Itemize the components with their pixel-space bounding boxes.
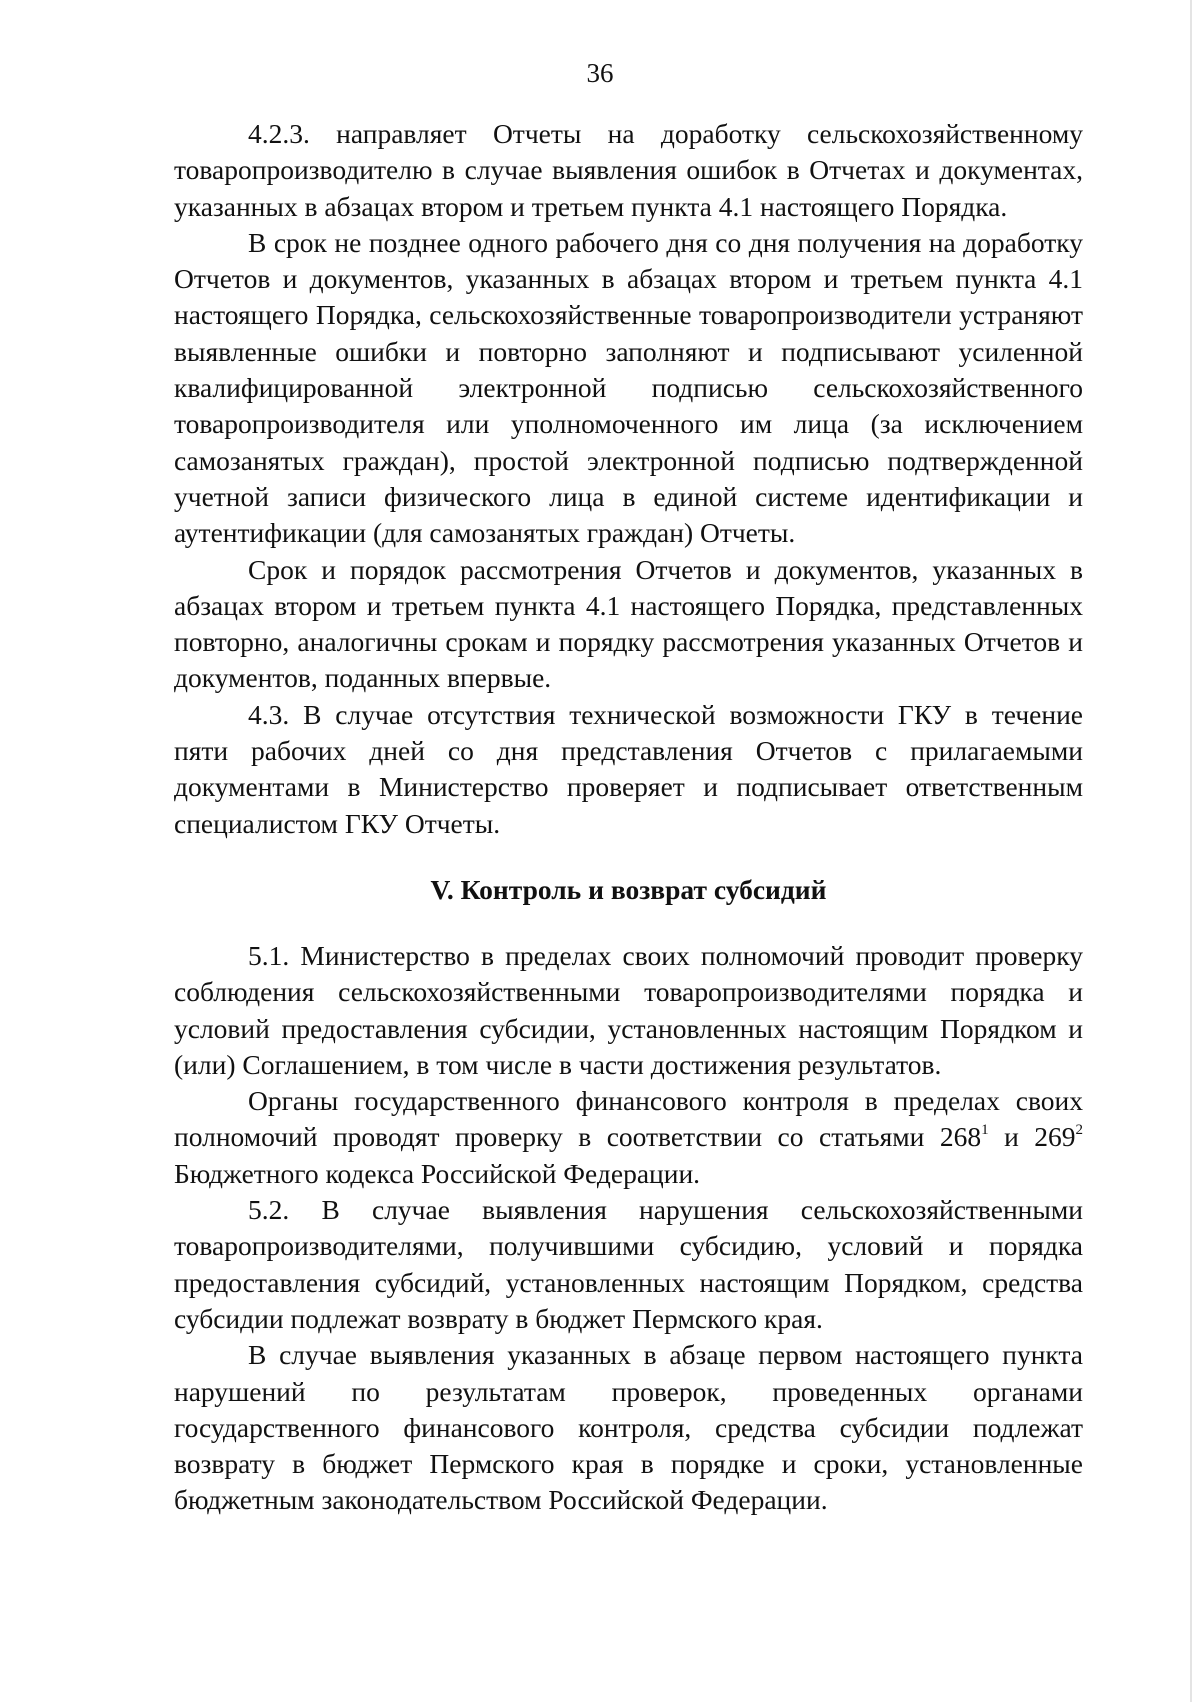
paragraph-resubmission-deadline: В срок не позднее одного рабочего дня со дня получения на доработку Отчетов и документов, указанных в абзацах втором и третьем пункта 4.1 настоящего Порядка, сельскохозяйственные товаропроизводители устраняют выявленные ошибки и повторно заполняют и подписывают усиленной квалифицированной электронной подписью сельскохозяйственного товаропроизводителя или уполномоченного им лица (за исключением самозанятых граждан), простой электронной подписью подтвержденной учетной записи физического лица в единой системе идентификации и аутентификации (для самозанятых граждан) Отчеты. <box>174 226 1083 549</box>
footnote-mark-269: 2 <box>1075 1122 1084 1139</box>
paragraph-5-1: 5.1. Министерство в пределах своих полномочий проводит проверку соблюдения сельскохозяйственными товаропроизводителями порядка и условий предоставления субсидии, установленных настоящим Порядком и (или) Соглашением, в том числе в части достижения результатов. <box>174 939 1083 1080</box>
section-title: V. Контроль и возврат субсидий <box>430 873 827 905</box>
control-text-part-3: Бюджетного кодекса Российской Федерации. <box>174 1157 701 1189</box>
control-text-part-2: и 269 <box>988 1121 1076 1153</box>
document-body <box>174 116 1083 1519</box>
paragraph-refund-after-audit: В случае выявления указанных в абзаце первом настоящего пункта нарушений по результатам проверок, проведенных органами государственного финансового контроля, средства субсидии подлежат возврату в бюджет Пермского края в порядке и сроки, установленные бюджетным законодательством Российской Федерации. <box>174 1339 1083 1516</box>
paragraph-4-3: 4.3. В случае отсутствия технической возможности ГКУ в течение пяти рабочих дней со дня представления Отчетов с прилагаемыми документами в Министерство проверяет и подписывает ответственным специалистом ГКУ Отчеты. <box>174 698 1083 839</box>
paragraph-review-procedure: Срок и порядок рассмотрения Отчетов и документов, указанных в абзацах втором и третьем пункта 4.1 настоящего Порядка, представленных повторно, аналогичны срокам и порядку рассмотрения указанных Отчетов и документов, поданных впервые. <box>174 553 1083 694</box>
paragraph-5-2: 5.2. В случае выявления нарушения сельскохозяйственными товаропроизводителями, получившими субсидию, условий и порядка предоставления субсидий, установленных настоящим Порядком, средства субсидии подлежат возврату в бюджет Пермского края. <box>174 1194 1083 1334</box>
page-edge-shadow <box>1190 0 1192 1702</box>
control-text-part-1: Органы государственного финансового контроля в пределах своих полномочий проводят проверку в соответствии со статьями 268 <box>174 1085 1083 1153</box>
footnote-mark-268: 1 <box>981 1122 989 1139</box>
paragraph-financial-control <box>174 1083 1083 1192</box>
paragraph-4-2-3: 4.2.3. направляет Отчеты на доработку сельскохозяйственному товаропроизводителю в случае выявления ошибок в Отчетах и документах, указанных в абзацах втором и третьем пункта 4.1 настоящего Порядка. <box>174 118 1083 222</box>
page-number: 36 <box>586 58 614 88</box>
